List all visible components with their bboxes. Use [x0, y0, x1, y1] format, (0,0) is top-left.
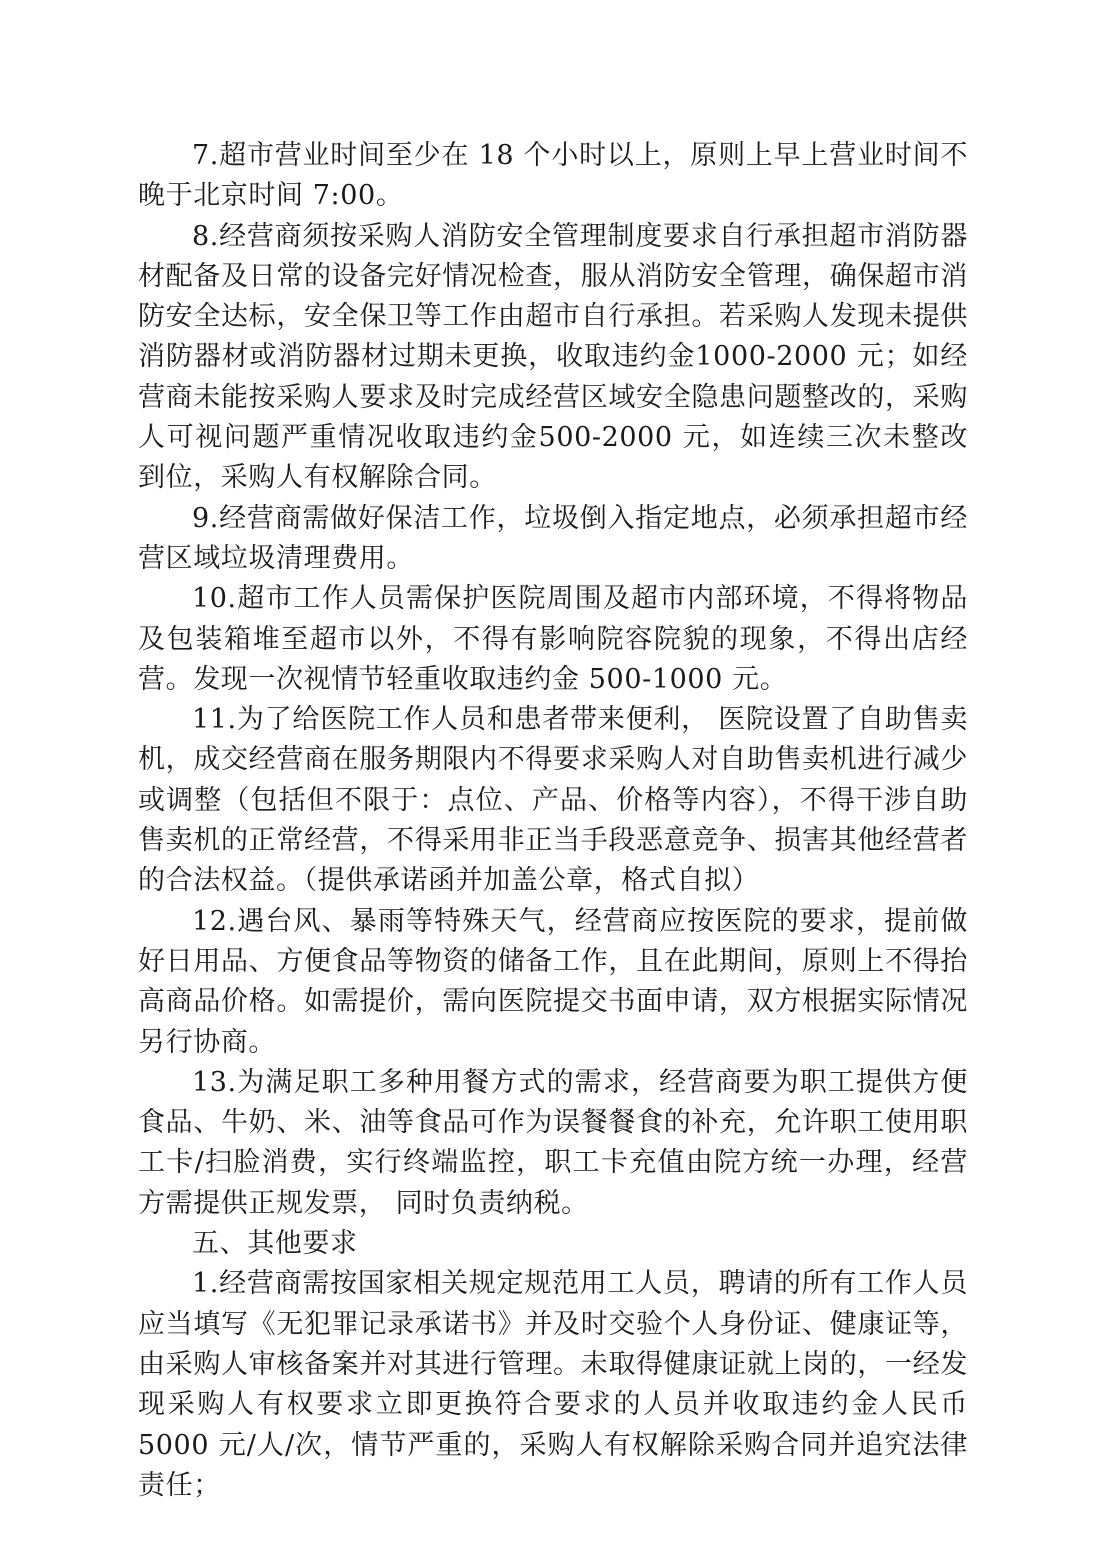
clause-11: 11.为了给医院工作人员和患者带来便利， 医院设置了自助售卖机，成交经营商在服务期限内不得要求采购人对自助售卖机进行减少或调整（包括但不限于：点位、产品、价格等内容），不得干涉自助售卖机的正常经营，不得采用非正当手段恶意竞争、损害其他经营者的合法权益。（提供承诺函并加盖公章，格式自拟）	[138, 704, 968, 897]
section-heading: 五、其他要求	[192, 1228, 358, 1260]
clause-8: 8.经营商须按采购人消防安全管理制度要求自行承担超市消防器材配备及日常的设备完好情况检查，服从消防安全管理，确保超市消防安全达标，安全保卫等工作由超市自行承担。若采购人发现未提供消防器材或消防器材过期未更换，收取违约金1000-2000 元；如经营商未能按采购人要求及时完成经营区域安全隐患问题整改的，采购人可视问题严重情况收取违约金500-2000 元，如连续三次未整改到位，采购人有权解除合同。	[138, 220, 968, 494]
clause-9: 9.经营商需做好保洁工作，垃圾倒入指定地点，必须承担超市经营区域垃圾清理费用。	[138, 502, 968, 574]
clause-7: 7.超市营业时间至少在 18 个小时以上，原则上早上营业时间不晚于北京时间 7:00。	[138, 140, 968, 212]
clause-12: 12.遇台风、暴雨等特殊天气，经营商应按医院的要求，提前做好日用品、方便食品等物资的储备工作，且在此期间，原则上不得抬高商品价格。如需提价，需向医院提交书面申请，双方根据实际情况另行协商。	[138, 905, 968, 1058]
document-body	[138, 136, 968, 1506]
clause-13: 13.为满足职工多种用餐方式的需求，经营商要为职工提供方便食品、牛奶、米、油等食品可作为误餐餐食的补充，允许职工使用职工卡/扫脸消费，实行终端监控，职工卡充值由院方统一办理，经营方需提供正规发票， 同时负责纳税。	[138, 1066, 968, 1219]
section-clause-1: 1.经营商需按国家相关规定规范用工人员，聘请的所有工作人员应当填写《无犯罪记录承诺书》并及时交验个人身份证、健康证等，由采购人审核备案并对其进行管理。未取得健康证就上岗的，一经发现采购人有权要求立即更换符合要求的人员并收取违约金人民币 5000 元/人/次，情节严重的，采购人有权解除采购合同并追究法律责任；	[138, 1268, 968, 1501]
clause-10: 10.超市工作人员需保护医院周围及超市内部环境，不得将物品及包装箱堆至超市以外，不得有影响院容院貌的现象，不得出店经营。发现一次视情节轻重收取违约金 500-1000 元。	[138, 583, 968, 695]
